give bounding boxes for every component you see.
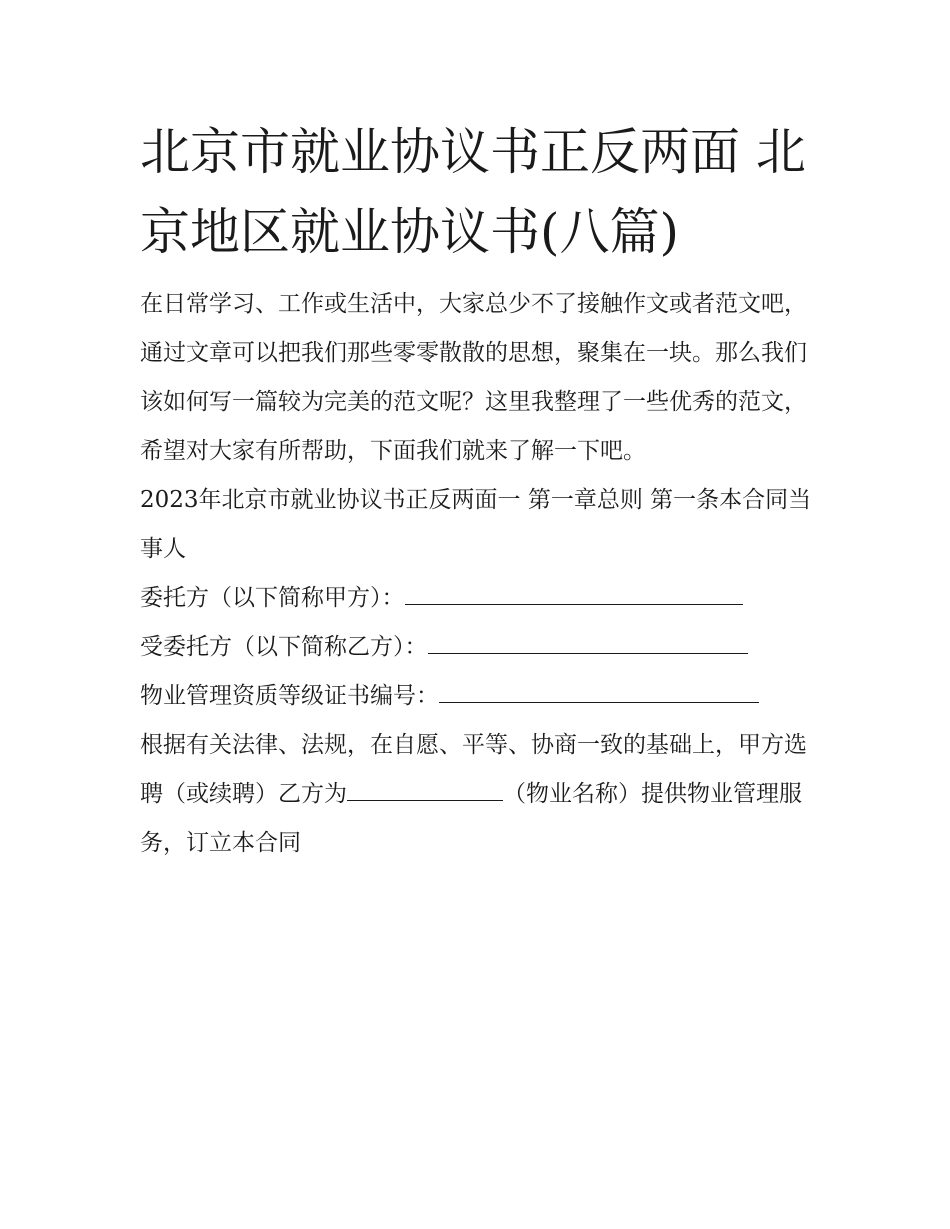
clause-part1: 根据有关法律、法规，在自愿、平等、协商一致的基础上，甲方选聘（或续聘）乙方为 — [140, 732, 807, 807]
cert-blank — [439, 680, 759, 703]
cert-label: 物业管理资质等级证书编号： — [140, 683, 439, 709]
party-a-line — [140, 574, 820, 623]
party-b-label: 受委托方（以下简称乙方）： — [140, 634, 428, 660]
document-title: 北京市就业协议书正反两面 北京地区就业协议书(八篇) — [140, 123, 806, 261]
party-b-line — [140, 623, 820, 672]
clause-part2: （物业名称）提供物业管理服务，订立本合同 — [140, 781, 802, 856]
party-a-blank — [405, 582, 743, 605]
clause-paragraph — [140, 721, 820, 868]
cert-line — [140, 672, 820, 721]
party-b-blank — [428, 631, 748, 654]
intro-paragraph: 在日常学习、工作或生活中，大家总少不了接触作文或者范文吧，通过文章可以把我们那些零零散散的思想，聚集在一块。那么我们该如何写一篇较为完美的范文呢？这里我整理了一些优秀的范文，希望对大家有所帮助，下面我们就来了解一下吧。 — [140, 291, 807, 464]
document-page — [140, 112, 820, 868]
party-a-label: 委托方（以下简称甲方）： — [140, 585, 405, 611]
section-heading: 2023年北京市就业协议书正反两面一 第一章总则 第一条本合同当事人 — [140, 487, 812, 562]
property-name-blank — [347, 778, 503, 801]
